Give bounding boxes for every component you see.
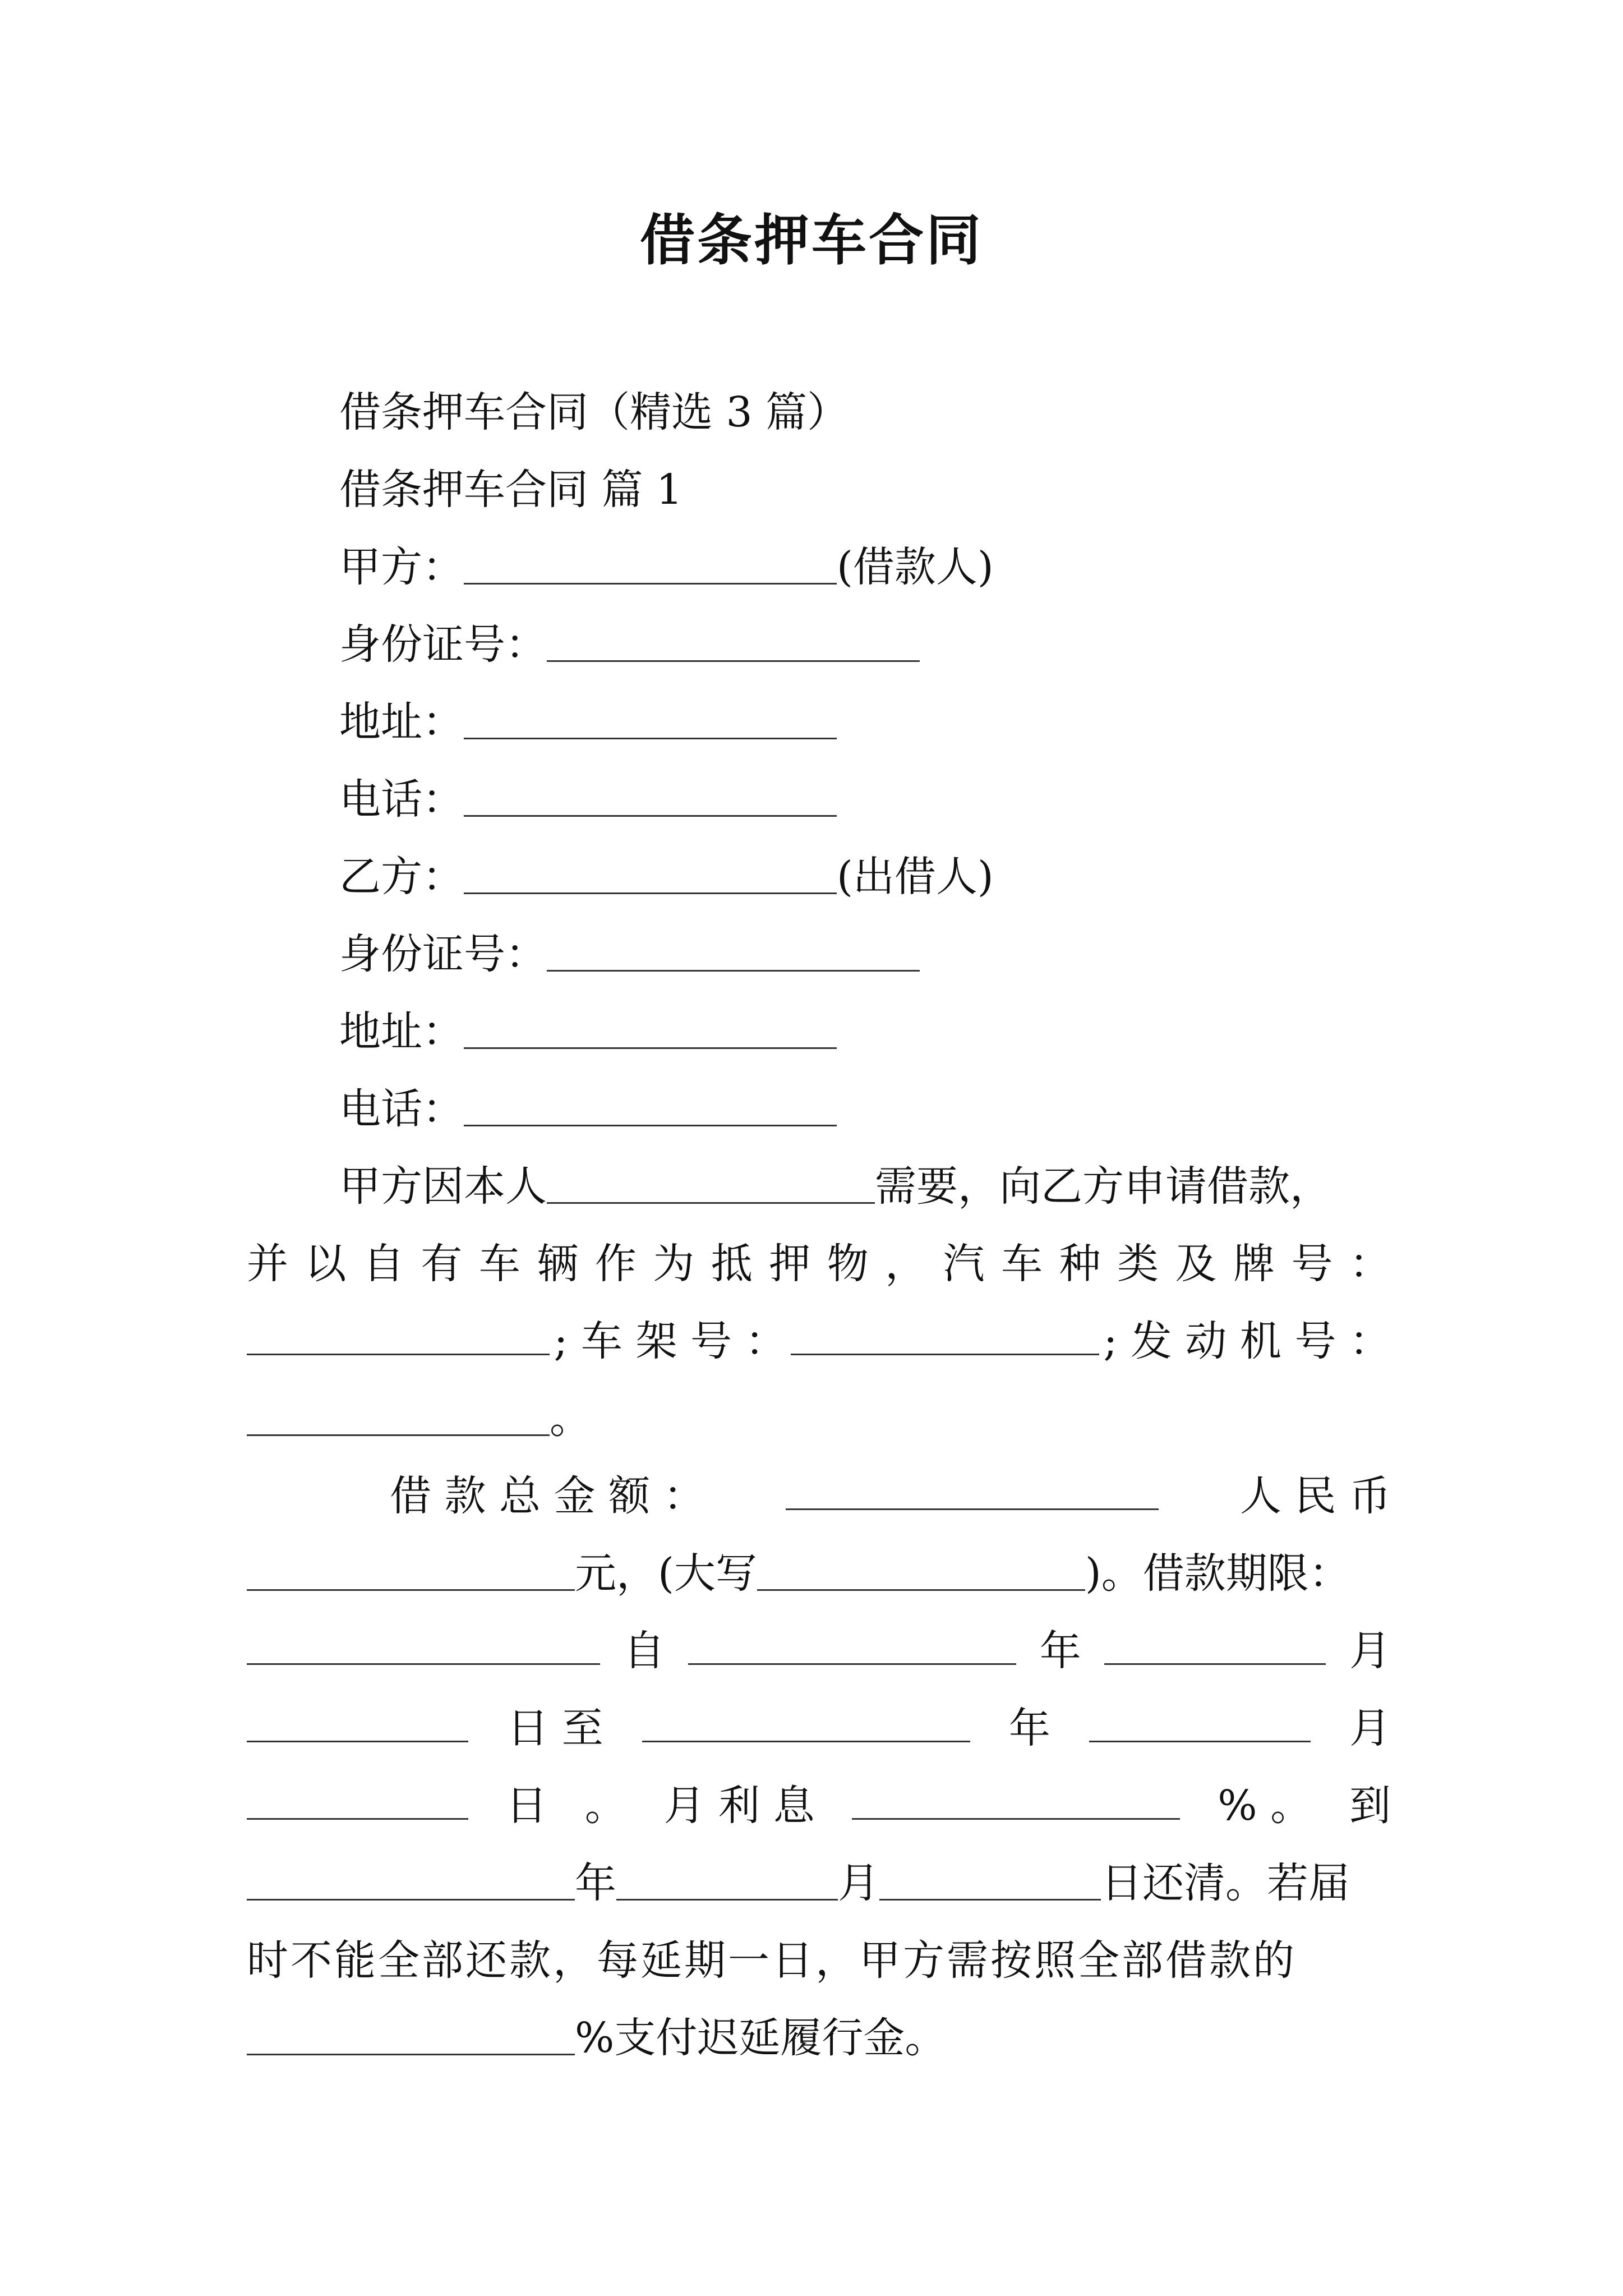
document-title: 借条押车合同 [639, 208, 983, 273]
to-label: 到 [1349, 1782, 1391, 1830]
rmb-amount-field[interactable] [247, 1548, 575, 1591]
clause2-line2 [247, 1534, 1424, 1613]
clause1-end: 。 [550, 1395, 591, 1443]
party-b-phone-line [339, 1070, 1483, 1148]
monthly-rate-label: 月 利 息 [663, 1782, 815, 1830]
penalty-text: %支付迟延履行金。 [575, 2014, 947, 2062]
section-heading: 借条押车合同 篇 1 [339, 466, 683, 514]
frame-number-label: ; 车 架 号 ： [554, 1317, 787, 1365]
party-a-address-label: 地址： [339, 698, 464, 746]
year-label: 年 [1008, 1704, 1050, 1752]
clause1-text-b: 需要，向乙方申请借款， [875, 1162, 1331, 1211]
clause1-char: 牌 [1233, 1240, 1275, 1288]
party-a-id-label: 身份证号： [339, 620, 547, 669]
party-a-name-field[interactable] [464, 541, 837, 585]
party-b-line [339, 838, 1483, 916]
clause2-line1 [390, 1457, 1391, 1535]
purpose-field[interactable] [547, 1161, 875, 1204]
day-label: 日 [505, 1782, 547, 1830]
engine-number-field[interactable] [247, 1393, 550, 1436]
repay-year-label: 年 [575, 1859, 616, 1907]
total-amount-label: 借 款 总 金 额 ： [390, 1472, 705, 1520]
rmb-label: 人 民 币 [1239, 1472, 1391, 1520]
penalty-rate-field[interactable] [247, 2012, 575, 2055]
party-a-id-line [339, 605, 1483, 684]
amount-in-words-field[interactable] [757, 1548, 1085, 1591]
party-b-address-line [339, 992, 1483, 1071]
frame-number-field[interactable] [791, 1312, 1099, 1355]
party-b-address-label: 地址： [339, 1007, 464, 1056]
clause1-line4 [247, 1379, 1391, 1458]
total-amount-field[interactable] [786, 1467, 1159, 1510]
clause1-line3 [247, 1302, 1391, 1381]
clause1-char: 抵 [711, 1240, 753, 1288]
repay-month-label: 月 [838, 1859, 879, 1907]
clause1-char: 为 [653, 1240, 695, 1288]
party-b-label: 乙方： [339, 853, 464, 901]
party-b-phone-label: 电话： [339, 1085, 464, 1133]
party-a-address-field[interactable] [464, 696, 837, 739]
party-b-name-field[interactable] [464, 851, 837, 894]
intro-line: 借条押车合同（精选 3 篇） [339, 388, 849, 436]
day-to-label: 日 至 [507, 1704, 603, 1752]
party-b-address-field[interactable] [464, 1006, 837, 1049]
clause1-char: 种 [1059, 1240, 1101, 1288]
clause1-char: 车 [1001, 1240, 1043, 1288]
clause1-char: 车 [478, 1240, 520, 1288]
clause1-line1 [339, 1147, 1391, 1226]
party-a-address-line [339, 683, 1483, 761]
end-month-field[interactable] [1089, 1699, 1311, 1742]
clause1-char: 并 [247, 1240, 288, 1288]
month-label: 月 [1349, 1627, 1391, 1675]
clause2-line8 [247, 1999, 1391, 2077]
period-mark: 。 [584, 1782, 626, 1830]
party-a-role: (借款人) [837, 543, 994, 591]
clause1-char: ， [885, 1240, 927, 1288]
term-label: )。借款期限： [1085, 1549, 1350, 1598]
clause2-line5 [247, 1766, 1391, 1845]
repay-month-field[interactable] [616, 1857, 838, 1901]
percent-label: % 。 [1218, 1782, 1312, 1830]
party-a-phone-field[interactable] [464, 774, 837, 817]
plate-number-field[interactable] [247, 1312, 550, 1355]
loan-term-field[interactable] [247, 1622, 600, 1665]
end-year-field[interactable] [642, 1699, 970, 1742]
party-b-phone-field[interactable] [464, 1083, 837, 1126]
engine-number-label: ; 发 动 机 号 ： [1103, 1317, 1391, 1365]
clause2-line7: 时不能全部还款，每延期一日，甲方需按照全部借款的 [247, 1936, 1297, 1985]
clause1-char: 作 [594, 1240, 637, 1288]
repay-day-field[interactable] [879, 1857, 1101, 1901]
monthly-rate-field[interactable] [852, 1777, 1180, 1820]
clause1-char: 有 [421, 1240, 463, 1288]
clause1-char: 号 [1291, 1240, 1333, 1288]
clause2-line3 [247, 1612, 1391, 1690]
clause1-char: ： [1349, 1240, 1391, 1288]
year-label: 年 [1039, 1627, 1081, 1675]
clause1-char: 辆 [537, 1240, 579, 1288]
month-label: 月 [1349, 1704, 1391, 1752]
party-a-line [339, 528, 1483, 606]
repaid-text: 日还清。若届 [1101, 1859, 1350, 1907]
clause2-line4 [247, 1689, 1391, 1768]
party-b-id-line [339, 915, 1483, 993]
party-b-id-field[interactable] [547, 928, 920, 972]
clause1-char: 类 [1117, 1240, 1159, 1288]
party-b-role: (出借人) [837, 853, 994, 901]
clause1-line2 [247, 1225, 1391, 1303]
clause1-char: 物 [827, 1240, 869, 1288]
clause1-char: 及 [1175, 1240, 1217, 1288]
clause1-char: 以 [305, 1240, 347, 1288]
party-a-phone-label: 电话： [339, 775, 464, 823]
clause2-line6 [247, 1844, 1391, 1922]
clause1-text-a: 甲方因本人 [339, 1162, 547, 1211]
clause1-char: 押 [769, 1240, 811, 1288]
party-b-id-label: 身份证号： [339, 930, 547, 978]
clause1-char: 汽 [943, 1240, 985, 1288]
party-a-id-field[interactable] [547, 619, 920, 662]
yuan-label: 元，(大写 [575, 1549, 757, 1598]
party-a-phone-line [339, 760, 1483, 839]
from-label: 自 [623, 1627, 665, 1675]
clause1-char: 自 [362, 1240, 404, 1288]
end-day-field[interactable] [247, 1777, 468, 1820]
start-year-field[interactable] [688, 1622, 1016, 1665]
start-day-field[interactable] [247, 1699, 468, 1742]
party-a-label: 甲方： [339, 543, 464, 591]
repay-year-field[interactable] [247, 1857, 575, 1901]
start-month-field[interactable] [1104, 1622, 1326, 1665]
